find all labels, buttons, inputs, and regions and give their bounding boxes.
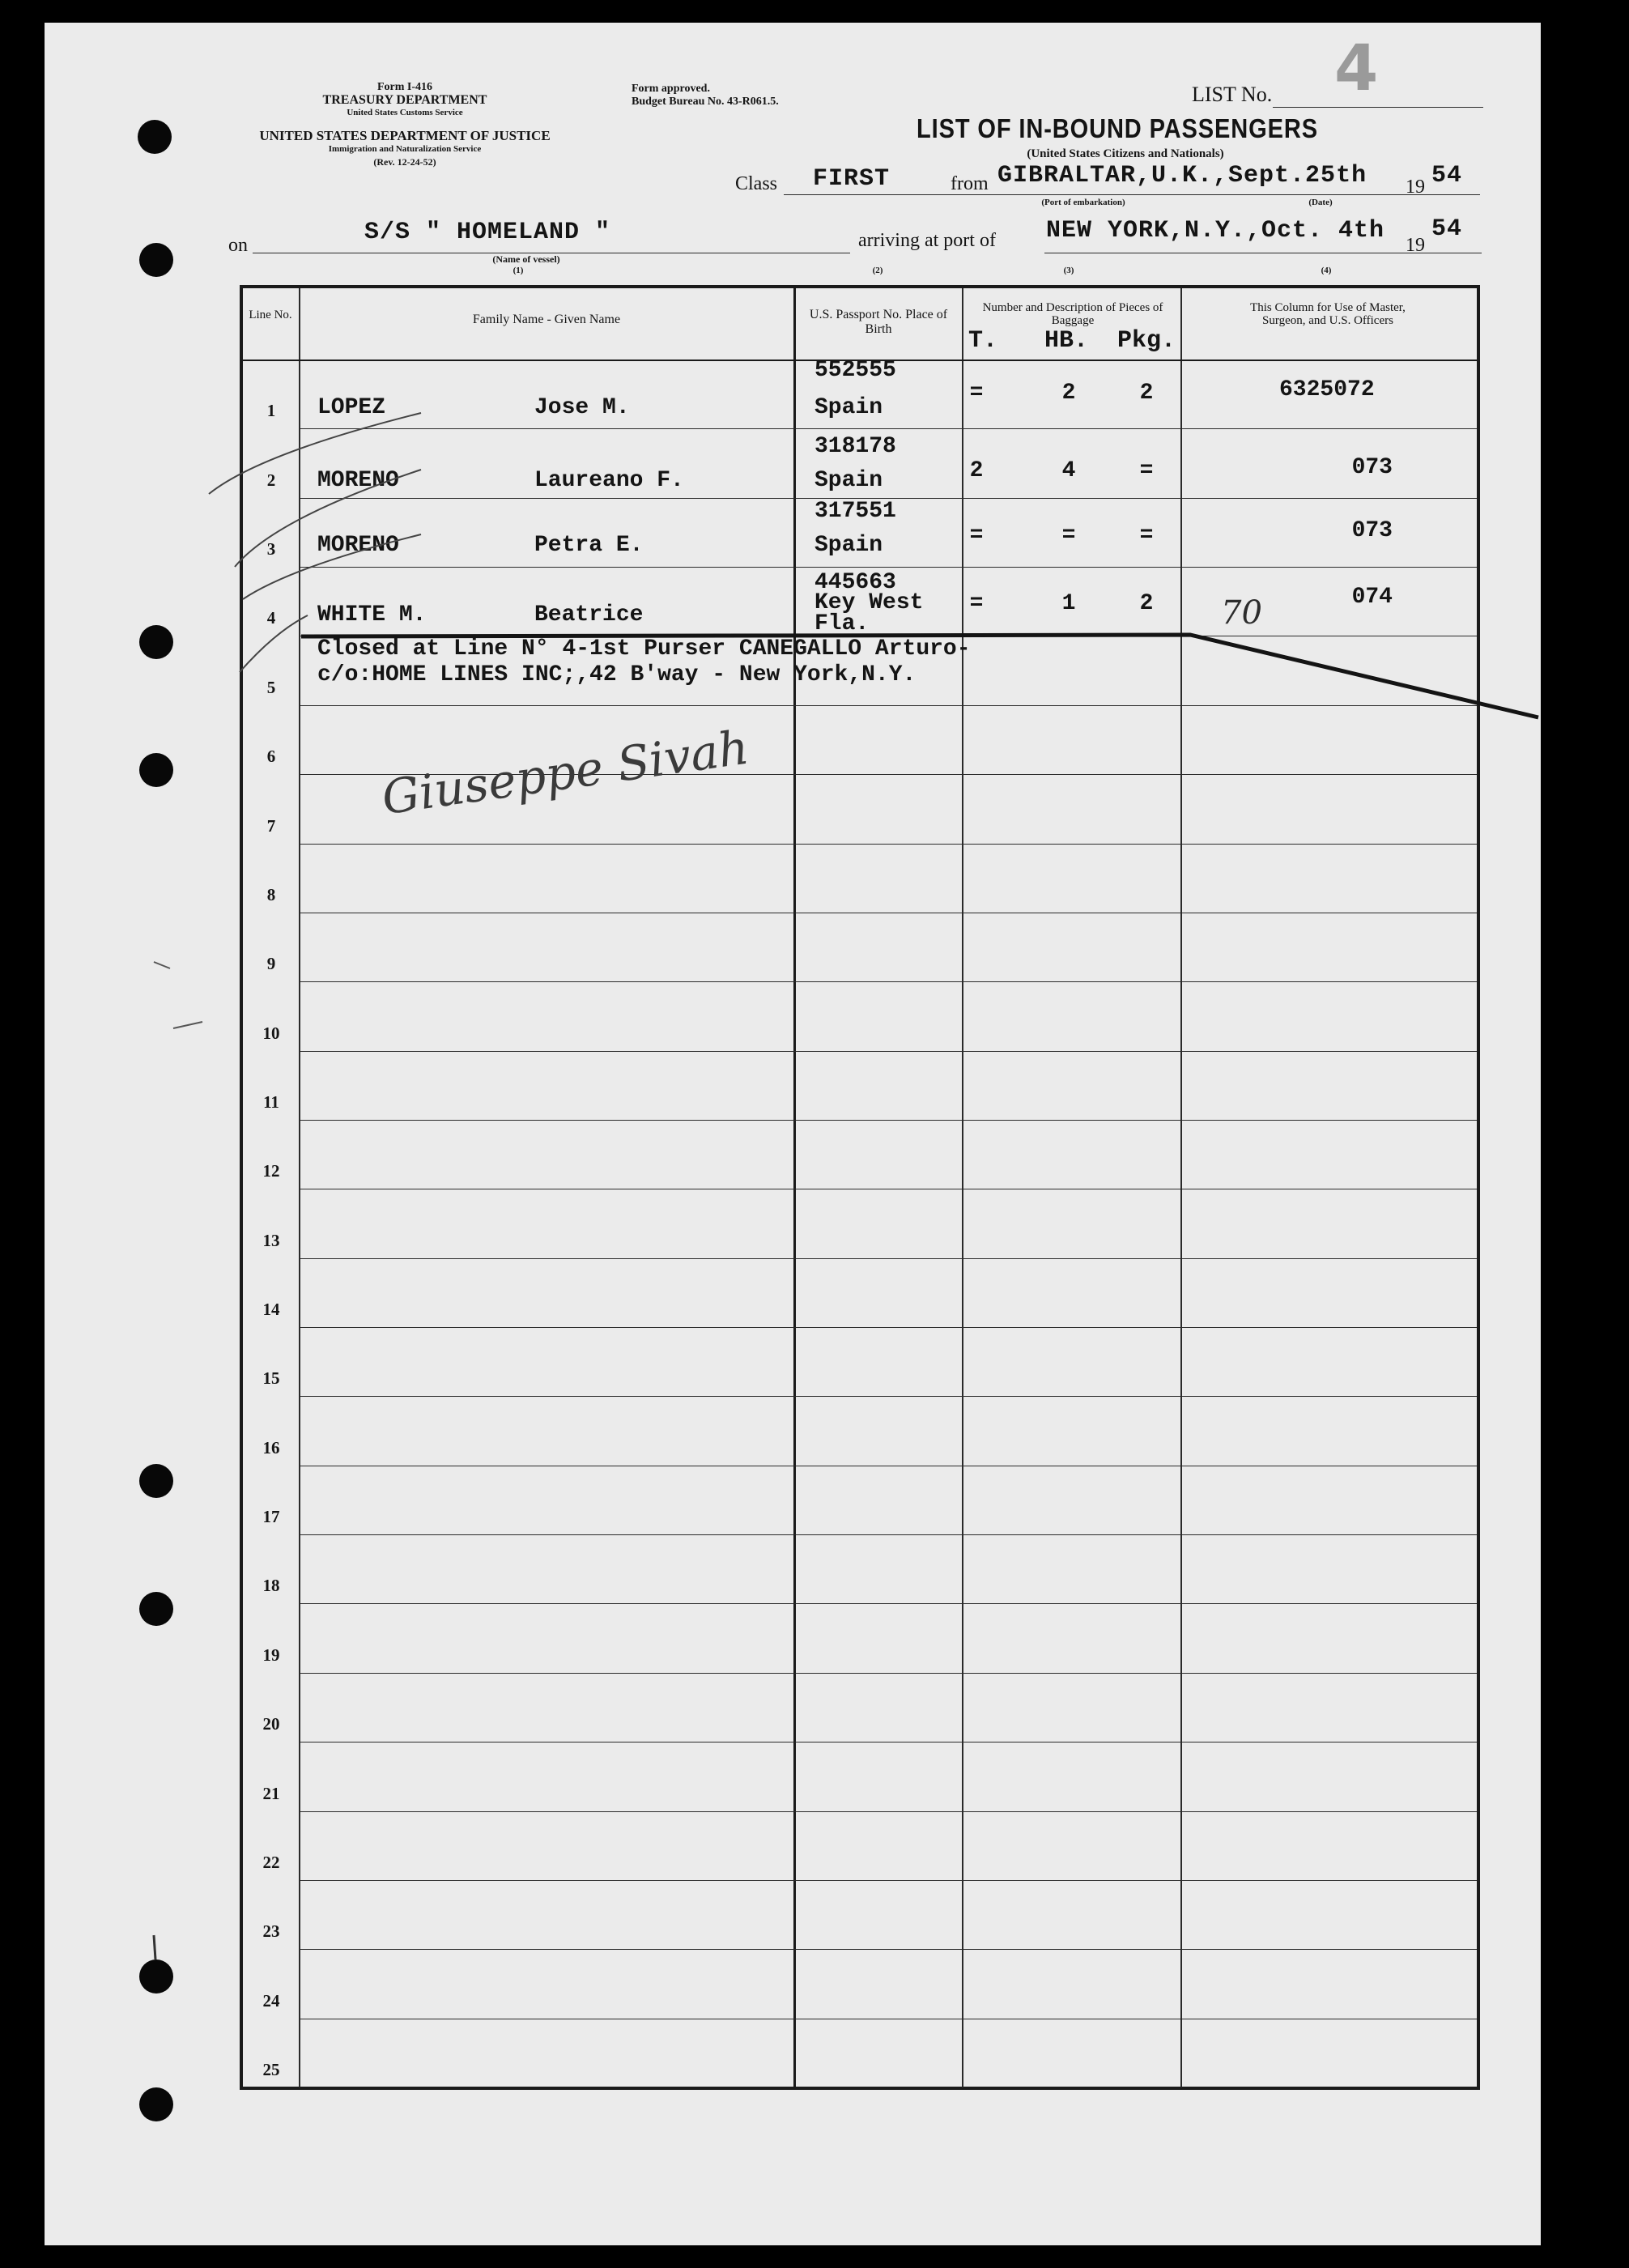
closing-statement-line1: Closed at Line N° 4-1st Purser CANEGALLO Arturo- (317, 636, 971, 662)
line-number: 10 (262, 1023, 280, 1043)
row-separator (300, 1051, 1477, 1052)
caption-2: (2) (872, 266, 883, 275)
row-separator (300, 1811, 1477, 1812)
binder-hole (139, 243, 173, 277)
binder-hole (139, 1960, 173, 1994)
row2-birthplace: Spain (814, 468, 883, 493)
row2-passport: 318178 (814, 434, 896, 459)
row4-bag-pkg: 2 (1139, 591, 1154, 616)
line-number: 20 (262, 1714, 280, 1734)
row3-officer-note: 073 (1351, 518, 1393, 543)
row-separator (300, 1880, 1477, 1881)
form-approved: Form approved. (632, 83, 710, 95)
line-number: 4 (266, 608, 276, 628)
line-number: 6 (266, 747, 276, 767)
row4-given-name: Beatrice (534, 602, 644, 628)
row-separator (300, 705, 1477, 706)
form-revision: (Rev. 12-24-52) (373, 156, 436, 168)
officer-signature: Giuseppe Sivah (378, 719, 752, 826)
row3-bag-t: = (969, 523, 984, 548)
row-separator (300, 1534, 1477, 1535)
form-number: Form I-416 (376, 81, 433, 93)
binder-hole (139, 2087, 173, 2121)
line-number: 2 (266, 470, 276, 490)
row4-bag-t: = (969, 591, 984, 616)
line-number: 7 (266, 815, 276, 836)
line-number: 22 (262, 1852, 280, 1872)
header-baggage: Number and Description of Pieces of Baggage (982, 301, 1163, 327)
row1-passport: 552555 (814, 358, 896, 383)
line-number: 3 (266, 539, 276, 560)
header-bag-t: T. (968, 327, 998, 355)
binder-hole (139, 1464, 173, 1498)
line-number: 15 (262, 1368, 280, 1389)
row4-bag-hb: 1 (1061, 591, 1076, 616)
date-caption: (Date) (1308, 198, 1333, 207)
row3-family-name: MORENO (317, 533, 399, 558)
row2-bag-hb: 4 (1061, 458, 1076, 483)
row-separator (300, 1603, 1477, 1604)
department-treasury: TREASURY DEPARTMENT (322, 93, 487, 107)
arrival-value: NEW YORK,N.Y.,Oct. 4th (1046, 217, 1385, 245)
port-caption: (Port of embarkation) (1041, 198, 1125, 207)
row3-birthplace: Spain (814, 533, 883, 558)
binder-hole (138, 120, 172, 154)
row1-officer-note: 6325072 (1279, 377, 1375, 402)
row-separator (300, 981, 1477, 982)
row4-officer-note: 074 (1351, 585, 1393, 610)
row3-bag-pkg: = (1139, 523, 1154, 548)
row-separator (300, 567, 1477, 568)
header-bag-hb: HB. (1044, 327, 1089, 355)
line-number: 24 (262, 1990, 280, 2011)
year-prefix-2: 19 (1406, 235, 1425, 256)
row2-officer-note: 073 (1351, 455, 1393, 480)
class-label: Class (735, 173, 778, 194)
line-number: 11 (263, 1091, 279, 1112)
class-value: FIRST (813, 165, 891, 193)
row-separator (300, 428, 1477, 429)
line-number: 23 (262, 1921, 280, 1942)
row2-bag-pkg: = (1139, 458, 1154, 483)
row-separator (300, 1396, 1477, 1397)
line-number: 17 (262, 1507, 280, 1527)
list-no-underline (1273, 107, 1483, 108)
row3-bag-hb: = (1061, 523, 1076, 548)
line-number: 14 (262, 1300, 280, 1320)
header-officers: This Column for Use of Master, Surgeon, and U.S. Officers (1250, 301, 1406, 327)
row2-given-name: Laureano F. (534, 468, 684, 493)
header-name: Family Name - Given Name (472, 313, 621, 326)
row1-family-name: LOPEZ (317, 395, 386, 420)
caption-3: (3) (1063, 266, 1074, 275)
row4-family-name: WHITE M. (317, 602, 427, 628)
line-number: 5 (266, 677, 276, 697)
row2-bag-t: 2 (969, 458, 984, 483)
header-line-no: Line No. (249, 308, 292, 321)
immigration-service: Immigration and Naturalization Service (328, 144, 482, 154)
line-number: 25 (262, 2060, 280, 2079)
row2-family-name: MORENO (317, 468, 399, 493)
embarkation-value: GIBRALTAR,U.K.,Sept.25th (997, 162, 1367, 189)
year-2: 54 (1431, 215, 1463, 243)
on-label: on (228, 235, 248, 256)
budget-bureau: Budget Bureau No. 43-R061.5. (632, 96, 779, 108)
line-number: 8 (266, 884, 276, 904)
line-number: 12 (262, 1161, 280, 1181)
list-no-label: LIST No. (1192, 83, 1273, 106)
line-number: 1 (266, 401, 276, 421)
row4-passport: 445663 (814, 570, 896, 595)
page-subtitle: (United States Citizens and Nationals) (1027, 147, 1224, 160)
customs-service: United States Customs Service (347, 108, 463, 117)
line-number: 21 (262, 1783, 280, 1803)
row1-bag-t: = (969, 381, 984, 406)
year-1: 54 (1431, 162, 1463, 189)
row-separator (300, 844, 1477, 845)
class-underline (784, 194, 1480, 195)
list-number-handwritten: 4 (1334, 32, 1379, 105)
row-separator (300, 1327, 1477, 1328)
binder-hole (139, 1592, 173, 1626)
row3-given-name: Petra E. (534, 533, 644, 558)
header-passport: U.S. Passport No. Place of Birth (809, 308, 948, 336)
binder-hole (139, 753, 173, 787)
row-separator (300, 1949, 1477, 1950)
line-number: 18 (262, 1576, 280, 1596)
row-separator (300, 1120, 1477, 1121)
line-number: 9 (266, 954, 276, 974)
row1-bag-pkg: 2 (1139, 381, 1154, 406)
caption-4: (4) (1321, 266, 1332, 275)
year-prefix-1: 19 (1406, 177, 1425, 198)
row4-birthplace: Key West Fla. (814, 590, 924, 636)
closing-statement-line2: c/o:HOME LINES INC;,42 B'way - New York,N.Y. (317, 662, 917, 687)
vessel-name: S/S " HOMELAND " (364, 219, 611, 246)
line-number: 16 (262, 1437, 280, 1457)
header-bag-pkg: Pkg. (1117, 327, 1176, 355)
row-separator (300, 1258, 1477, 1259)
vessel-caption-number: (1) (513, 266, 524, 275)
row4-handwritten-70: 70 (1221, 594, 1262, 632)
col-divider (1180, 288, 1182, 2087)
line-number: 19 (262, 1645, 280, 1665)
row1-given-name: Jose M. (534, 395, 630, 420)
row-separator (300, 1673, 1477, 1674)
from-label: from (951, 173, 989, 194)
row3-passport: 317551 (814, 499, 896, 524)
col-divider (793, 288, 796, 2087)
page-title: LIST OF IN-BOUND PASSENGERS (917, 113, 1318, 143)
row1-bag-hb: 2 (1061, 381, 1076, 406)
arriving-label: arriving at port of (858, 230, 996, 251)
row1-birthplace: Spain (814, 395, 883, 420)
vessel-caption: (Name of vessel) (492, 253, 560, 265)
line-number: 13 (262, 1230, 280, 1250)
department-justice: UNITED STATES DEPARTMENT OF JUSTICE (259, 128, 551, 143)
col-divider (962, 288, 963, 2087)
binder-hole (139, 625, 173, 659)
